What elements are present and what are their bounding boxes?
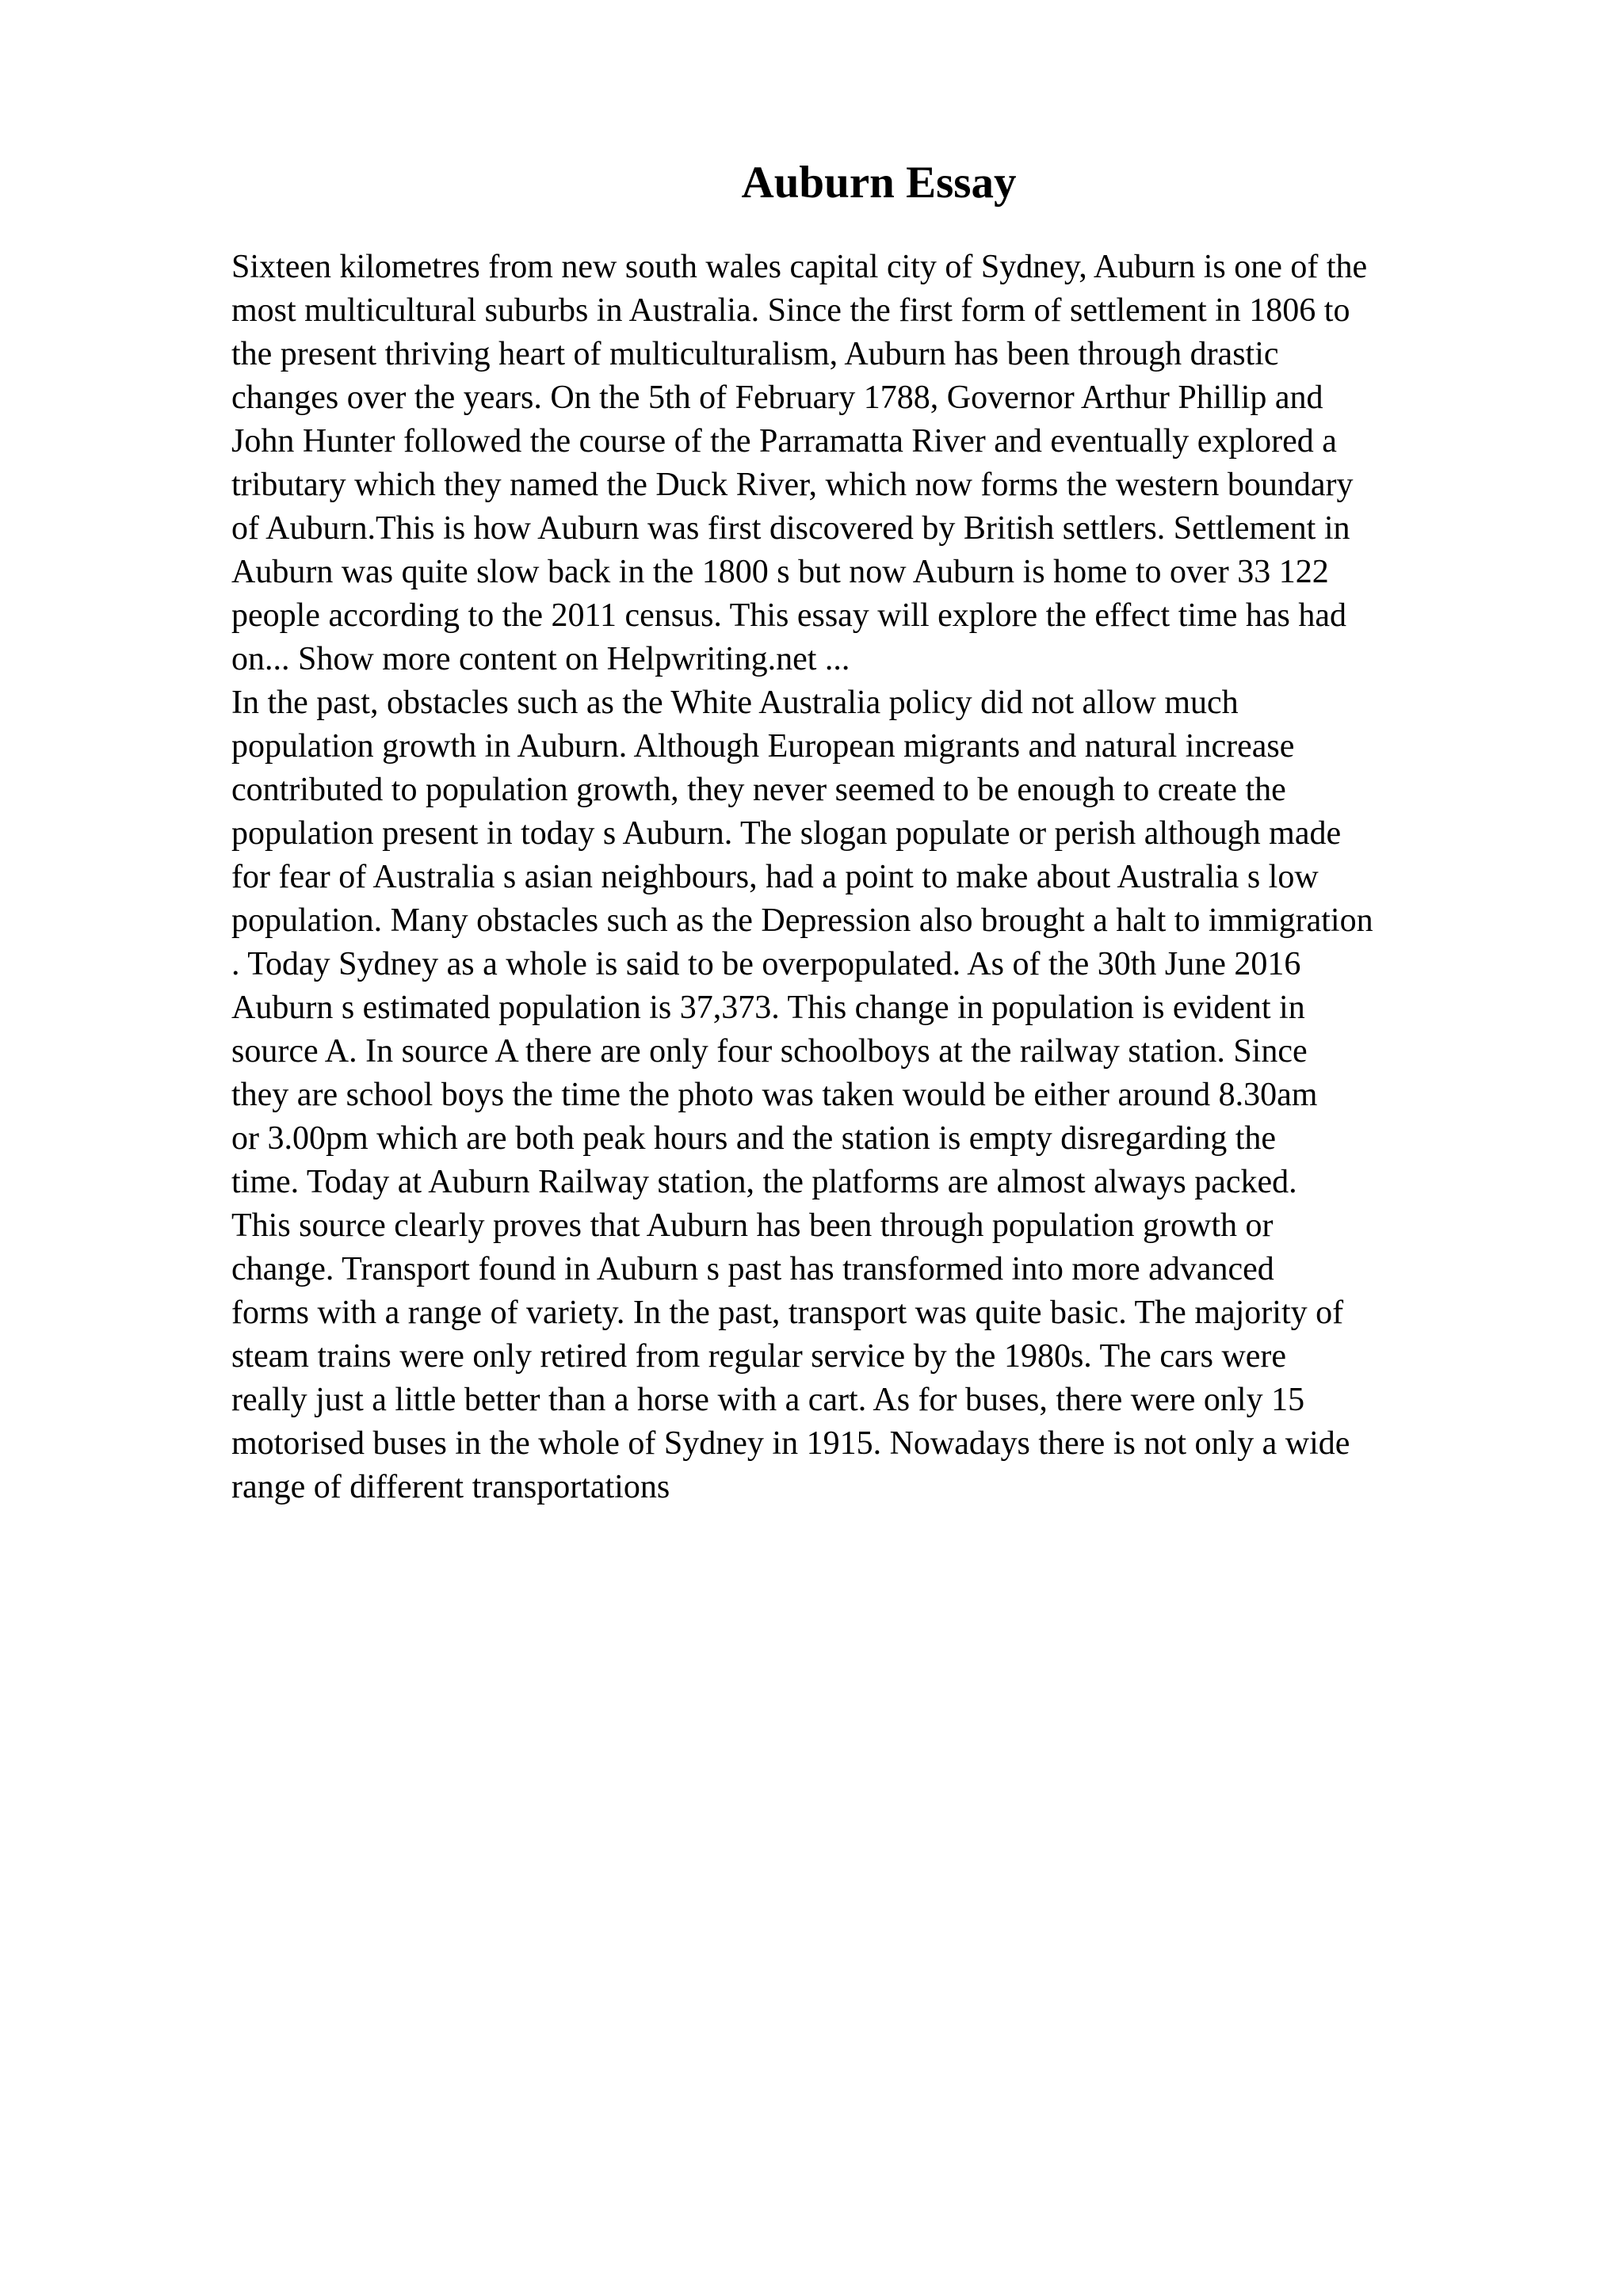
body-line: In the past, obstacles such as the White Australia policy did not allow much <box>231 685 1239 721</box>
body-line: Auburn was quite slow back in the 1800 s but now Auburn is home to over 33 122 <box>231 554 1329 590</box>
body-line: or 3.00pm which are both peak hours and the station is empty disregarding the <box>231 1120 1277 1157</box>
body-line: of Auburn.This is how Auburn was first discovered by British settlers. Settlement in <box>231 510 1350 547</box>
body-line: population. Many obstacles such as the Depression also brought a halt to immigration <box>231 902 1373 939</box>
body-line: the present thriving heart of multiculturalism, Auburn has been through drastic <box>231 336 1279 372</box>
body-line: changes over the years. On the 5th of February 1788, Governor Arthur Phillip and <box>231 379 1323 416</box>
body-line: motorised buses in the whole of Sydney in 1915. Nowadays there is not only a wide <box>231 1425 1350 1462</box>
body-line: source A. In source A there are only four schoolboys at the railway station. Since <box>231 1033 1308 1070</box>
body-line: most multicultural suburbs in Australia. Since the first form of settlement in 1806 to <box>231 292 1350 329</box>
body-line: population growth in Auburn. Although European migrants and natural increase <box>231 728 1295 765</box>
document-title: Auburn Essay <box>741 158 1017 208</box>
body-line: tributary which they named the Duck River, which now forms the western boundary <box>231 467 1354 503</box>
body-line: range of different transportations <box>231 1469 670 1505</box>
body-line: people according to the 2011 census. This essay will explore the effect time has had <box>231 597 1346 634</box>
body-line: change. Transport found in Auburn s past has transformed into more advanced <box>231 1251 1274 1287</box>
body-line: Auburn s estimated population is 37,373. This change in population is evident in <box>231 990 1305 1026</box>
body-line: population present in today s Auburn. The slogan populate or perish although made <box>231 815 1342 852</box>
document-body <box>231 246 1594 1509</box>
body-line: time. Today at Auburn Railway station, the platforms are almost always packed. <box>231 1164 1297 1200</box>
body-line: steam trains were only retired from regular service by the 1980s. The cars were <box>231 1338 1287 1375</box>
body-line: forms with a range of variety. In the past, transport was quite basic. The majority of <box>231 1295 1344 1331</box>
body-line: This source clearly proves that Auburn has been through population growth or <box>231 1207 1274 1244</box>
body-line: they are school boys the time the photo was taken would be either around 8.30am <box>231 1077 1318 1113</box>
body-line: John Hunter followed the course of the Parramatta River and eventually explored a <box>231 423 1337 460</box>
body-line: Sixteen kilometres from new south wales capital city of Sydney, Auburn is one of the <box>231 249 1368 285</box>
body-line: really just a little better than a horse with a cart. As for buses, there were only 15 <box>231 1382 1305 1418</box>
body-line: for fear of Australia s asian neighbours, had a point to make about Australia s low <box>231 859 1319 895</box>
body-line: on... Show more content on Helpwriting.net ... <box>231 641 850 677</box>
body-line: . Today Sydney as a whole is said to be overpopulated. As of the 30th June 2016 <box>231 946 1301 982</box>
body-line: contributed to population growth, they never seemed to be enough to create the <box>231 772 1286 808</box>
